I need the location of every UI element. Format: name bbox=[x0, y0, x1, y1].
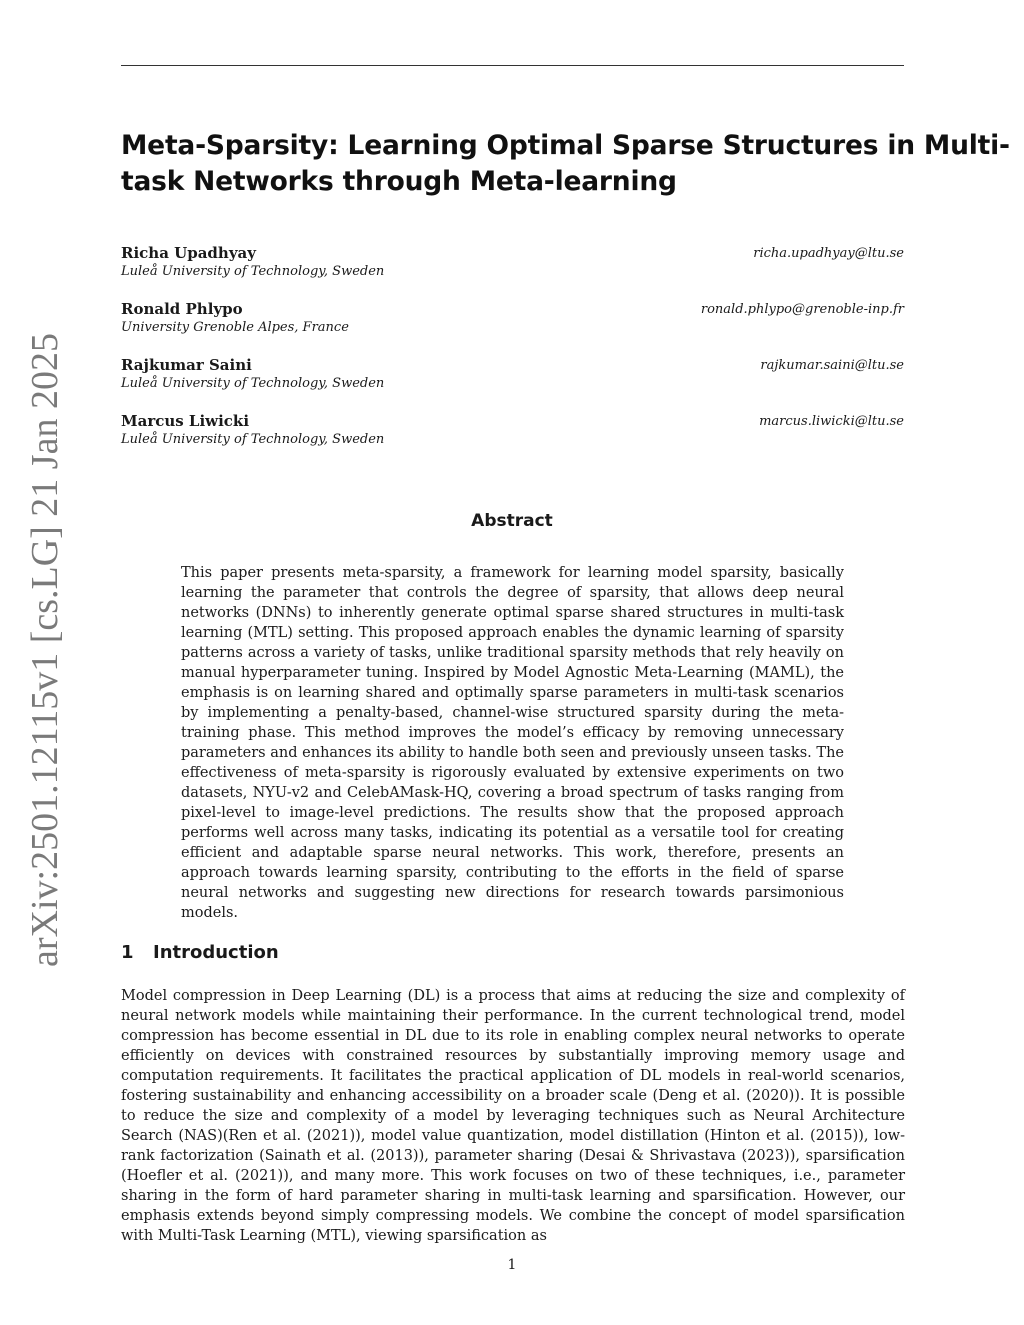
author-email: marcus.liwicki@ltu.se bbox=[759, 414, 904, 429]
paper-title-line-1: Meta-Sparsity: Learning Optimal Sparse Structures in Multi- bbox=[121, 130, 1010, 161]
introduction-text: Model compression in Deep Learning (DL) is a process that aims at reducing the size and complexity of neural network models while maintaining their performance. In the current technological trend, model compression has become essential in DL due to its role in enabling complex neural networks to operate efficiently on devices with constrained resources by substantially improving memory usage and computation requirements. It facilitates the practical application of DL models in real-world scenarios, fostering sustainability and enhancing accessibility on a broader scale (Deng et al. (2020)). It is possible to reduce the size and complexity of a model by leveraging techniques such as Neural Architecture Search (NAS)(Ren et al. (2021)), model value quantization, model distillation (Hinton et al. (2015)), low-rank factorization (Sainath et al. (2013)), parameter sharing (Desai & Shrivastava (2023)), sparsification (Hoefler et al. (2021)), and many more. This work focuses on two of these techniques, i.e., parameter sharing in the form of hard parameter sharing in multi-task learning and sparsification. However, our emphasis extends beyond simply compressing models. We combine the concept of model sparsification with Multi-Task Learning (MTL), viewing sparsification as bbox=[121, 988, 905, 1244]
author-email: richa.upadhyay@ltu.se bbox=[753, 246, 904, 261]
author-name: Ronald Phlypo bbox=[121, 300, 243, 318]
author-email: ronald.phlypo@grenoble-inp.fr bbox=[700, 302, 904, 317]
author-block bbox=[121, 412, 904, 450]
page-number: 1 bbox=[507, 1257, 517, 1273]
abstract-heading: Abstract bbox=[471, 511, 553, 531]
section-title: Introduction bbox=[153, 942, 279, 963]
author-name: Rajkumar Saini bbox=[121, 356, 252, 374]
top-rule bbox=[121, 65, 904, 66]
author-name: Marcus Liwicki bbox=[121, 412, 250, 430]
author-block bbox=[121, 244, 904, 282]
author-affiliation: University Grenoble Alpes, France bbox=[121, 320, 349, 335]
author-email: rajkumar.saini@ltu.se bbox=[760, 358, 904, 373]
paper-title-line-2: task Networks through Meta-learning bbox=[121, 166, 677, 197]
author-affiliation: Luleå University of Technology, Sweden bbox=[121, 264, 385, 279]
author-block bbox=[121, 356, 904, 394]
author-affiliation: Luleå University of Technology, Sweden bbox=[121, 376, 385, 391]
author-block bbox=[121, 300, 904, 338]
author-name: Richa Upadhyay bbox=[121, 244, 256, 262]
arxiv-identifier: arXiv:2501.12115v1 [cs.LG] 21 Jan 2025 bbox=[24, 333, 66, 967]
author-affiliation: Luleå University of Technology, Sweden bbox=[121, 432, 385, 447]
paper-title bbox=[121, 128, 1010, 200]
section-number: 1 bbox=[121, 942, 134, 963]
abstract-text: This paper presents meta-sparsity, a framework for learning model sparsity, basically learning the parameter that controls the degree of sparsity, that allows deep neural networks (DNNs) to inherently generate optimal sparse shared structures in multi-task learning (MTL) setting. This proposed approach enables the dynamic learning of sparsity patterns across a variety of tasks, unlike traditional sparsity methods that rely heavily on manual hyperparameter tuning. Inspired by Model Agnostic Meta-Learning (MAML), the emphasis is on learning shared and optimally sparse parameters in multi-task scenarios by implementing a penalty-based, channel-wise structured sparsity during the meta-training phase. This method improves the model’s efficacy by removing unnecessary parameters and enhances its ability to handle both seen and previously unseen tasks. The effectiveness of meta-sparsity is rigorously evaluated by extensive experiments on two datasets, NYU-v2 and CelebAMask-HQ, covering a broad spectrum of tasks ranging from pixel-level to image-level predictions. The results show that the proposed approach performs well across many tasks, indicating its potential as a versatile tool for creating efficient and adaptable sparse neural networks. This work, therefore, presents an approach towards learning sparsity, contributing to the efforts in the field of sparse neural networks and suggesting new directions for research towards parsimonious models. bbox=[181, 565, 844, 921]
section-heading bbox=[121, 942, 279, 963]
